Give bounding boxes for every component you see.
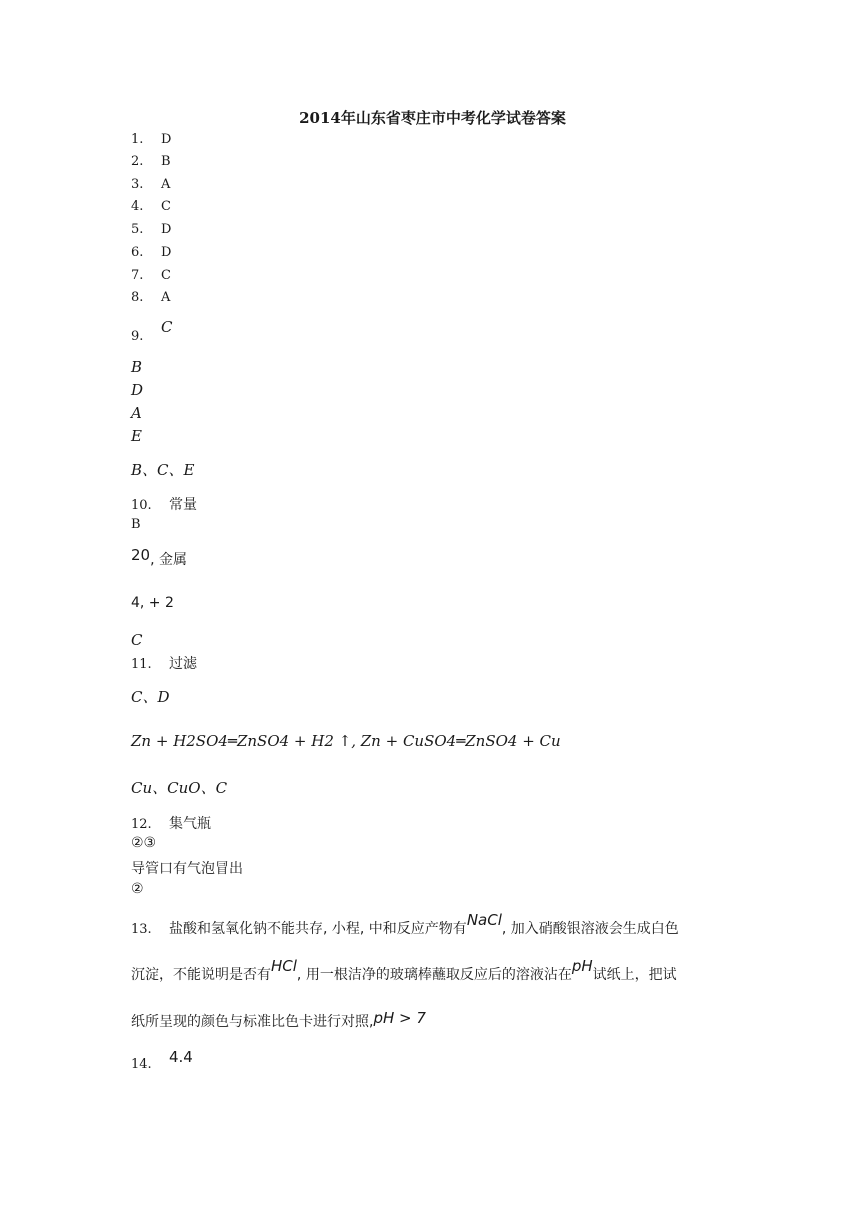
answer-value: 集气瓶 [169, 816, 211, 832]
question-number: 9. [131, 329, 144, 344]
chemical-formula: HCl [271, 957, 297, 975]
answer-paragraph-line [131, 1011, 731, 1031]
answer-paragraph-line [131, 957, 731, 984]
answer-row [131, 154, 171, 169]
answer-row [131, 222, 171, 237]
ph-symbol: pH [571, 957, 593, 975]
question-number: 12. [131, 817, 152, 832]
answer-value: A [161, 177, 171, 192]
answer-line: C [131, 631, 143, 649]
ph-condition: pH > 7 [373, 1009, 426, 1027]
chemical-equation: Zn + H2SO4═ZnSO4 + H2 ↑, Zn + CuSO4═ZnSO4 + Cu [131, 732, 561, 750]
answer-text: 纸所呈现的颜色与标准比色卡进行对照, [131, 1014, 374, 1030]
answer-line: E [131, 427, 142, 445]
answer-row [131, 199, 171, 214]
answer-row [131, 177, 170, 192]
answer-value: A [161, 290, 171, 305]
answer-row [131, 290, 170, 305]
question-number: 8. [131, 290, 144, 305]
answer-text: 沉淀，不能说明是否有 [131, 967, 271, 983]
question-number: 1. [131, 132, 144, 147]
question-number: 6. [131, 245, 144, 260]
answer-text: , 金属 [150, 552, 187, 568]
answer-line: D [131, 381, 144, 399]
answer-row [131, 1048, 193, 1072]
answer-text: , 用一根洁净的玻璃棒蘸取反应后的溶液沾在 [296, 967, 572, 983]
question-number: 11. [131, 657, 152, 672]
answer-value: 常量 [169, 497, 197, 513]
answer-row [131, 245, 171, 260]
answer-row [131, 653, 197, 673]
answer-value: 4.4 [169, 1048, 193, 1066]
answer-value: 过滤 [169, 656, 197, 672]
answer-text: 盐酸和氢氧化钠不能共存, 小程, 中和反应产物有 [169, 921, 467, 937]
answer-value: D [161, 222, 172, 237]
answer-line: ②③ [131, 835, 157, 851]
question-number: 4. [131, 199, 144, 214]
answer-row [131, 813, 211, 833]
question-number: 13. [131, 922, 152, 937]
chemical-formula: NaCl [466, 911, 502, 929]
answer-line: A [131, 404, 142, 422]
answer-line: B、C、E [131, 461, 195, 479]
answer-text: 试纸上，把试 [592, 967, 677, 983]
answer-row [131, 132, 171, 147]
answer-row [131, 494, 197, 514]
question-number: 14. [131, 1057, 152, 1072]
answer-line: B [131, 358, 143, 376]
answer-row [131, 318, 173, 344]
answer-value: D [161, 245, 172, 260]
question-number: 3. [131, 177, 144, 192]
answer-text: , 加入硝酸银溶液会生成白色 [501, 921, 679, 937]
answer-line: Cu、CuO、C [131, 779, 228, 797]
answer-line: 导管口有气泡冒出 [131, 861, 243, 877]
answer-value: C [161, 199, 171, 214]
question-number: 2. [131, 154, 144, 169]
answer-line: B [131, 517, 141, 532]
answer-line: 4, + 2 [131, 595, 174, 611]
page-title: 2014年山东省枣庄市中考化学试卷答案 [299, 109, 566, 127]
answer-value: B [161, 154, 171, 169]
answer-value: C [161, 268, 171, 283]
answer-number: 20 [131, 546, 151, 564]
question-number: 10. [131, 498, 152, 513]
question-number: 5. [131, 222, 144, 237]
answer-line: C、D [131, 688, 170, 706]
answer-line [131, 546, 187, 569]
answer-value: D [161, 132, 172, 147]
answer-value: C [161, 318, 173, 336]
question-number: 7. [131, 268, 144, 283]
answer-line: ② [131, 881, 144, 897]
answer-paragraph-line [131, 911, 731, 938]
answer-row [131, 268, 171, 283]
